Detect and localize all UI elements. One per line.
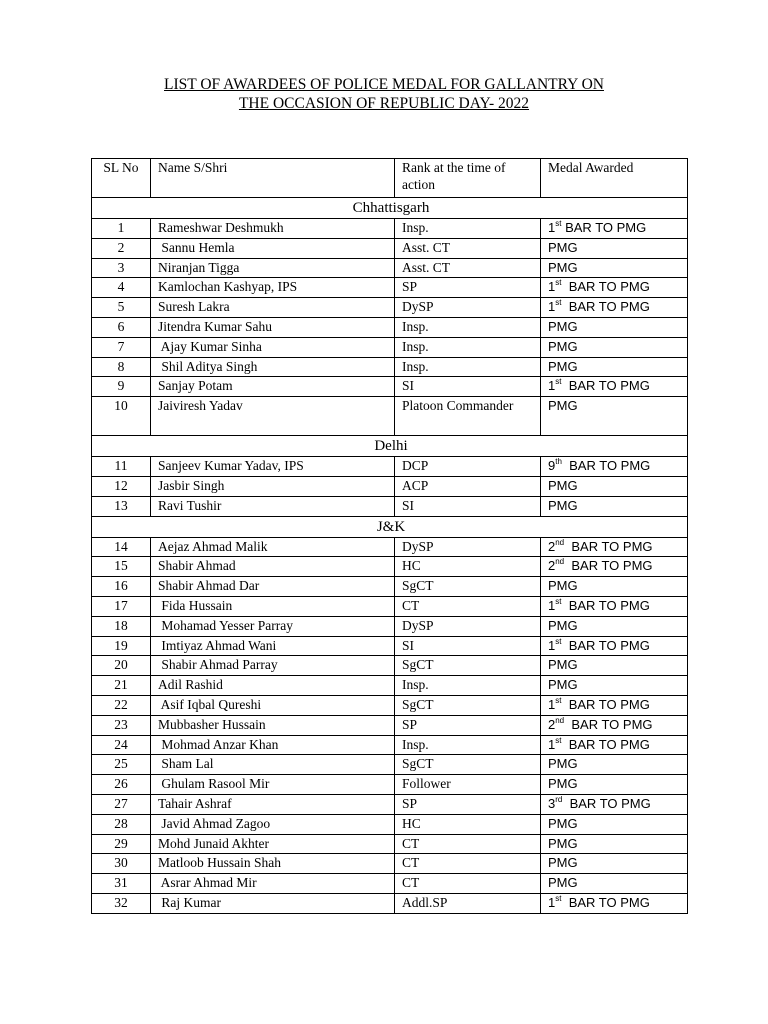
table-row bbox=[92, 735, 688, 755]
rank-cell: Insp. bbox=[395, 317, 541, 337]
sl-no-cell: 9 bbox=[92, 377, 151, 397]
medal-ordinal-suffix: st bbox=[555, 219, 562, 228]
sl-no-cell: 23 bbox=[92, 715, 151, 735]
rank-cell: HC bbox=[395, 814, 541, 834]
name-cell: Ajay Kumar Sinha bbox=[151, 337, 395, 357]
medal-ordinal-suffix: rd bbox=[555, 794, 563, 804]
section-heading-row bbox=[92, 198, 688, 219]
medal-ordinal: 1 bbox=[548, 299, 556, 315]
medal-text: BAR TO PMG bbox=[561, 637, 650, 653]
medal-ordinal-suffix: st bbox=[555, 636, 562, 646]
awardees-table bbox=[91, 158, 688, 914]
medal-text: PMG bbox=[548, 477, 578, 493]
name-cell: Ghulam Rasool Mir bbox=[151, 775, 395, 795]
table-row bbox=[92, 814, 688, 834]
medal-ordinal: 1 bbox=[548, 220, 556, 235]
name-cell: Sanjay Potam bbox=[151, 377, 395, 397]
sl-no-cell: 22 bbox=[92, 695, 151, 715]
sl-no-cell: 18 bbox=[92, 616, 151, 636]
medal-ordinal-suffix: nd bbox=[555, 537, 565, 547]
medal-ordinal-suffix: st bbox=[555, 735, 562, 745]
document-title-line-2: THE OCCASION OF REPUBLIC DAY- 2022 bbox=[238, 95, 530, 112]
name-cell: Javid Ahmad Zagoo bbox=[151, 814, 395, 834]
medal-cell bbox=[541, 357, 688, 377]
rank-cell: Addl.SP bbox=[395, 893, 541, 913]
medal-ordinal-suffix: st bbox=[555, 278, 562, 288]
medal-cell bbox=[541, 596, 688, 616]
rank-cell: SI bbox=[395, 636, 541, 656]
medal-text: PMG bbox=[548, 875, 578, 891]
table-row bbox=[92, 596, 688, 616]
medal-cell bbox=[541, 814, 688, 834]
header-medal: Medal Awarded bbox=[541, 159, 688, 198]
rank-cell: SgCT bbox=[395, 755, 541, 775]
medal-text: BAR TO PMG bbox=[561, 736, 650, 752]
name-cell: Shabir Ahmad Dar bbox=[151, 577, 395, 597]
medal-ordinal: 1 bbox=[548, 894, 556, 910]
medal-text: BAR TO PMG bbox=[564, 716, 653, 732]
table-row bbox=[92, 219, 688, 239]
medal-ordinal: 1 bbox=[548, 279, 556, 295]
medal-cell bbox=[541, 397, 688, 436]
name-cell: Mohamad Yesser Parray bbox=[151, 616, 395, 636]
name-cell: Jitendra Kumar Sahu bbox=[151, 317, 395, 337]
medal-ordinal: 2 bbox=[548, 716, 556, 732]
table-row bbox=[92, 238, 688, 258]
state-heading: Chhattisgarh bbox=[92, 198, 688, 219]
rank-cell: CT bbox=[395, 874, 541, 894]
table-row bbox=[92, 695, 688, 715]
sl-no-cell: 15 bbox=[92, 557, 151, 577]
medal-text: PMG bbox=[548, 677, 578, 693]
sl-no-cell: 1 bbox=[92, 219, 151, 239]
state-heading: J&K bbox=[92, 516, 688, 537]
rank-cell: SI bbox=[395, 377, 541, 397]
name-cell: Adil Rashid bbox=[151, 676, 395, 696]
medal-cell bbox=[541, 834, 688, 854]
medal-text: BAR TO PMG bbox=[561, 299, 650, 315]
medal-text: PMG bbox=[548, 815, 578, 831]
medal-text: PMG bbox=[548, 756, 578, 772]
table-row bbox=[92, 457, 688, 477]
sl-no-cell: 21 bbox=[92, 676, 151, 696]
medal-cell bbox=[541, 616, 688, 636]
name-cell: Niranjan Tigga bbox=[151, 258, 395, 278]
sl-no-cell: 29 bbox=[92, 834, 151, 854]
sl-no-cell: 17 bbox=[92, 596, 151, 616]
medal-text: BAR TO PMG bbox=[561, 220, 647, 235]
table-row bbox=[92, 258, 688, 278]
table-row bbox=[92, 397, 688, 436]
table-row bbox=[92, 357, 688, 377]
medal-ordinal: 9 bbox=[548, 458, 556, 474]
medal-cell bbox=[541, 695, 688, 715]
name-cell: Sham Lal bbox=[151, 755, 395, 775]
table-row bbox=[92, 317, 688, 337]
medal-cell bbox=[541, 238, 688, 258]
table-row bbox=[92, 476, 688, 496]
rank-cell: CT bbox=[395, 596, 541, 616]
medal-ordinal: 1 bbox=[548, 378, 556, 394]
sl-no-cell: 26 bbox=[92, 775, 151, 795]
medal-cell bbox=[541, 219, 688, 239]
sl-no-cell: 27 bbox=[92, 794, 151, 814]
medal-ordinal: 1 bbox=[548, 696, 556, 712]
sl-no-cell: 14 bbox=[92, 537, 151, 557]
medal-cell bbox=[541, 537, 688, 557]
name-cell: Ravi Tushir bbox=[151, 496, 395, 516]
table-row bbox=[92, 616, 688, 636]
name-cell: Shabir Ahmad Parray bbox=[151, 656, 395, 676]
sl-no-cell: 20 bbox=[92, 656, 151, 676]
rank-cell: Insp. bbox=[395, 735, 541, 755]
medal-ordinal-suffix: st bbox=[555, 298, 562, 308]
rank-cell: HC bbox=[395, 557, 541, 577]
document-title-line-1: LIST OF AWARDEES OF POLICE MEDAL FOR GALLANTRY ON bbox=[164, 76, 604, 93]
medal-text: PMG bbox=[548, 497, 578, 513]
sl-no-cell: 16 bbox=[92, 577, 151, 597]
medal-text: PMG bbox=[548, 398, 578, 414]
sl-no-cell: 2 bbox=[92, 238, 151, 258]
name-cell: Mubbasher Hussain bbox=[151, 715, 395, 735]
name-cell: Shil Aditya Singh bbox=[151, 357, 395, 377]
medal-text: BAR TO PMG bbox=[561, 279, 650, 295]
sl-no-cell: 4 bbox=[92, 278, 151, 298]
medal-text: BAR TO PMG bbox=[564, 558, 653, 574]
name-cell: Tahair Ashraf bbox=[151, 794, 395, 814]
medal-cell bbox=[541, 676, 688, 696]
medal-cell bbox=[541, 278, 688, 298]
medal-text: BAR TO PMG bbox=[562, 795, 651, 811]
name-cell: Matloob Hussain Shah bbox=[151, 854, 395, 874]
medal-cell bbox=[541, 715, 688, 735]
medal-cell bbox=[541, 854, 688, 874]
rank-cell: Asst. CT bbox=[395, 258, 541, 278]
section-heading-row bbox=[92, 516, 688, 537]
name-cell: Imtiyaz Ahmad Wani bbox=[151, 636, 395, 656]
name-cell: Rameshwar Deshmukh bbox=[151, 219, 395, 239]
medal-cell bbox=[541, 893, 688, 913]
medal-text: BAR TO PMG bbox=[561, 894, 650, 910]
medal-text: PMG bbox=[548, 578, 578, 594]
medal-cell bbox=[541, 337, 688, 357]
sl-no-cell: 30 bbox=[92, 854, 151, 874]
rank-cell: Insp. bbox=[395, 219, 541, 239]
table-row bbox=[92, 496, 688, 516]
rank-cell: DySP bbox=[395, 537, 541, 557]
name-cell: Sannu Hemla bbox=[151, 238, 395, 258]
medal-cell bbox=[541, 735, 688, 755]
medal-text: PMG bbox=[548, 855, 578, 871]
sl-no-cell: 28 bbox=[92, 814, 151, 834]
medal-text: PMG bbox=[548, 657, 578, 673]
medal-ordinal-suffix: nd bbox=[555, 715, 565, 725]
rank-cell: Platoon Commander bbox=[395, 397, 541, 436]
sl-no-cell: 19 bbox=[92, 636, 151, 656]
rank-cell: Insp. bbox=[395, 357, 541, 377]
rank-cell: SgCT bbox=[395, 695, 541, 715]
table-row bbox=[92, 775, 688, 795]
table-row bbox=[92, 893, 688, 913]
sl-no-cell: 6 bbox=[92, 317, 151, 337]
table-row bbox=[92, 337, 688, 357]
medal-cell bbox=[541, 775, 688, 795]
medal-cell bbox=[541, 577, 688, 597]
rank-cell: DCP bbox=[395, 457, 541, 477]
medal-cell bbox=[541, 496, 688, 516]
rank-cell: SP bbox=[395, 715, 541, 735]
rank-cell: CT bbox=[395, 854, 541, 874]
medal-ordinal: 1 bbox=[548, 736, 556, 752]
name-cell: Fida Hussain bbox=[151, 596, 395, 616]
medal-ordinal-suffix: st bbox=[555, 695, 562, 705]
medal-text: PMG bbox=[548, 259, 578, 275]
header-sl-no: SL No bbox=[92, 159, 151, 198]
medal-cell bbox=[541, 755, 688, 775]
table-row bbox=[92, 298, 688, 318]
name-cell: Kamlochan Kashyap, IPS bbox=[151, 278, 395, 298]
table-row bbox=[92, 278, 688, 298]
table-row bbox=[92, 755, 688, 775]
medal-ordinal-suffix: th bbox=[555, 457, 562, 467]
medal-text: PMG bbox=[548, 239, 578, 255]
medal-text: BAR TO PMG bbox=[561, 378, 650, 394]
state-heading: Delhi bbox=[92, 436, 688, 457]
medal-ordinal-suffix: st bbox=[555, 596, 562, 606]
medal-text: PMG bbox=[548, 358, 578, 374]
name-cell: Asif Iqbal Qureshi bbox=[151, 695, 395, 715]
medal-cell bbox=[541, 874, 688, 894]
name-cell: Jaiviresh Yadav bbox=[151, 397, 395, 436]
table-row bbox=[92, 577, 688, 597]
table-row bbox=[92, 874, 688, 894]
medal-text: PMG bbox=[548, 835, 578, 851]
medal-cell bbox=[541, 377, 688, 397]
table-row bbox=[92, 557, 688, 577]
medal-cell bbox=[541, 636, 688, 656]
medal-text: PMG bbox=[548, 617, 578, 633]
rank-cell: SP bbox=[395, 278, 541, 298]
medal-cell bbox=[541, 557, 688, 577]
medal-cell bbox=[541, 656, 688, 676]
table-row bbox=[92, 636, 688, 656]
rank-cell: CT bbox=[395, 834, 541, 854]
rank-cell: SP bbox=[395, 794, 541, 814]
sl-no-cell: 10 bbox=[92, 397, 151, 436]
medal-text: PMG bbox=[548, 776, 578, 792]
name-cell: Suresh Lakra bbox=[151, 298, 395, 318]
rank-cell: Follower bbox=[395, 775, 541, 795]
medal-cell bbox=[541, 298, 688, 318]
medal-text: BAR TO PMG bbox=[561, 597, 650, 613]
medal-cell bbox=[541, 258, 688, 278]
medal-cell bbox=[541, 794, 688, 814]
medal-text: BAR TO PMG bbox=[561, 696, 650, 712]
name-cell: Mohmad Anzar Khan bbox=[151, 735, 395, 755]
rank-cell: SgCT bbox=[395, 577, 541, 597]
name-cell: Sanjeev Kumar Yadav, IPS bbox=[151, 457, 395, 477]
sl-no-cell: 32 bbox=[92, 893, 151, 913]
rank-cell: DySP bbox=[395, 298, 541, 318]
rank-cell: Asst. CT bbox=[395, 238, 541, 258]
sl-no-cell: 5 bbox=[92, 298, 151, 318]
medal-ordinal: 2 bbox=[548, 538, 556, 554]
medal-text: PMG bbox=[548, 338, 578, 354]
sl-no-cell: 11 bbox=[92, 457, 151, 477]
name-cell: Jasbir Singh bbox=[151, 476, 395, 496]
medal-text: PMG bbox=[548, 318, 578, 334]
medal-cell bbox=[541, 476, 688, 496]
table-row bbox=[92, 656, 688, 676]
table-row bbox=[92, 537, 688, 557]
rank-cell: Insp. bbox=[395, 337, 541, 357]
sl-no-cell: 3 bbox=[92, 258, 151, 278]
name-cell: Aejaz Ahmad Malik bbox=[151, 537, 395, 557]
table-header-row bbox=[92, 159, 688, 198]
section-heading-row bbox=[92, 436, 688, 457]
medal-cell bbox=[541, 317, 688, 337]
table-row bbox=[92, 676, 688, 696]
sl-no-cell: 25 bbox=[92, 755, 151, 775]
table-row bbox=[92, 854, 688, 874]
name-cell: Raj Kumar bbox=[151, 893, 395, 913]
sl-no-cell: 8 bbox=[92, 357, 151, 377]
medal-ordinal: 1 bbox=[548, 637, 556, 653]
medal-ordinal-suffix: st bbox=[555, 377, 562, 387]
medal-ordinal: 1 bbox=[548, 597, 556, 613]
medal-ordinal-suffix: st bbox=[555, 893, 562, 903]
medal-ordinal-suffix: nd bbox=[555, 557, 565, 567]
rank-cell: ACP bbox=[395, 476, 541, 496]
table-row bbox=[92, 794, 688, 814]
rank-cell: Insp. bbox=[395, 676, 541, 696]
rank-cell: SI bbox=[395, 496, 541, 516]
rank-cell: SgCT bbox=[395, 656, 541, 676]
table-row bbox=[92, 834, 688, 854]
table-row bbox=[92, 715, 688, 735]
table-row bbox=[92, 377, 688, 397]
sl-no-cell: 31 bbox=[92, 874, 151, 894]
name-cell: Asrar Ahmad Mir bbox=[151, 874, 395, 894]
medal-text: BAR TO PMG bbox=[561, 458, 651, 474]
header-name: Name S/Shri bbox=[151, 159, 395, 198]
medal-ordinal: 2 bbox=[548, 558, 556, 574]
medal-cell bbox=[541, 457, 688, 477]
sl-no-cell: 12 bbox=[92, 476, 151, 496]
sl-no-cell: 13 bbox=[92, 496, 151, 516]
name-cell: Shabir Ahmad bbox=[151, 557, 395, 577]
name-cell: Mohd Junaid Akhter bbox=[151, 834, 395, 854]
sl-no-cell: 24 bbox=[92, 735, 151, 755]
medal-text: BAR TO PMG bbox=[564, 538, 653, 554]
rank-cell: DySP bbox=[395, 616, 541, 636]
medal-ordinal: 3 bbox=[548, 795, 556, 811]
sl-no-cell: 7 bbox=[92, 337, 151, 357]
header-rank: Rank at the time of action bbox=[395, 159, 541, 198]
